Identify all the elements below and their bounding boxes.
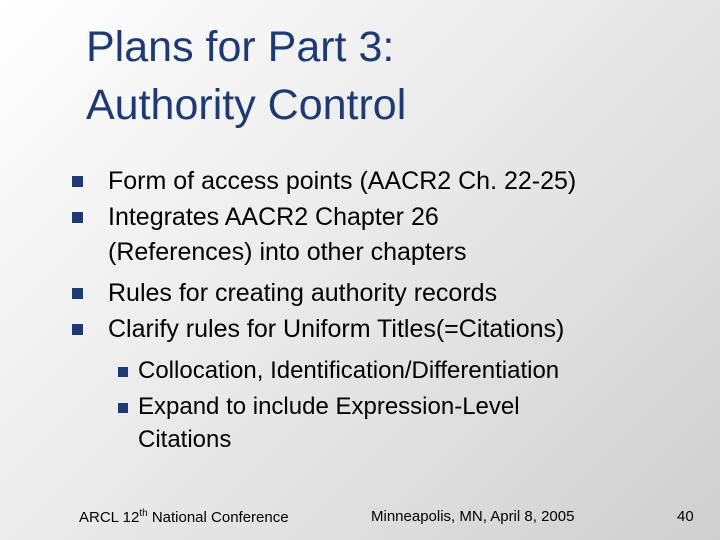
bullet-item-1: Form of access points (AACR2 Ch. 22-25) (108, 167, 577, 195)
page-number: 40 (677, 508, 694, 525)
sub-bullet-item-2-line-2: Citations (138, 426, 232, 453)
square-bullet-icon (72, 212, 83, 223)
sub-bullet-item-2-line-1: Expand to include Expression-Level (138, 393, 520, 420)
bullet-item-2-line-2: (References) into other chapters (108, 238, 467, 266)
square-bullet-icon (72, 324, 83, 335)
footer-conference-prefix: ARCL 12 (79, 509, 140, 526)
square-bullet-icon (118, 367, 128, 377)
square-bullet-icon (72, 176, 83, 187)
bullet-item-4: Clarify rules for Uniform Titles(=Citations) (108, 315, 565, 343)
footer-conference-suffix: National Conference (147, 509, 289, 526)
bullet-item-2-line-1: Integrates AACR2 Chapter 26 (108, 203, 439, 231)
footer-location-date: Minneapolis, MN, April 8, 2005 (371, 508, 575, 525)
title-line-1: Plans for Part 3: (86, 23, 395, 71)
title-line-2: Authority Control (86, 81, 407, 129)
footer-conference (79, 508, 289, 526)
bullet-item-3: Rules for creating authority records (108, 279, 498, 307)
footer-conference-sup: th (139, 508, 148, 519)
sub-bullet-item-1: Collocation, Identification/Differentiation (138, 357, 560, 384)
square-bullet-icon (118, 403, 128, 413)
square-bullet-icon (72, 288, 83, 299)
slide-title (86, 18, 686, 134)
